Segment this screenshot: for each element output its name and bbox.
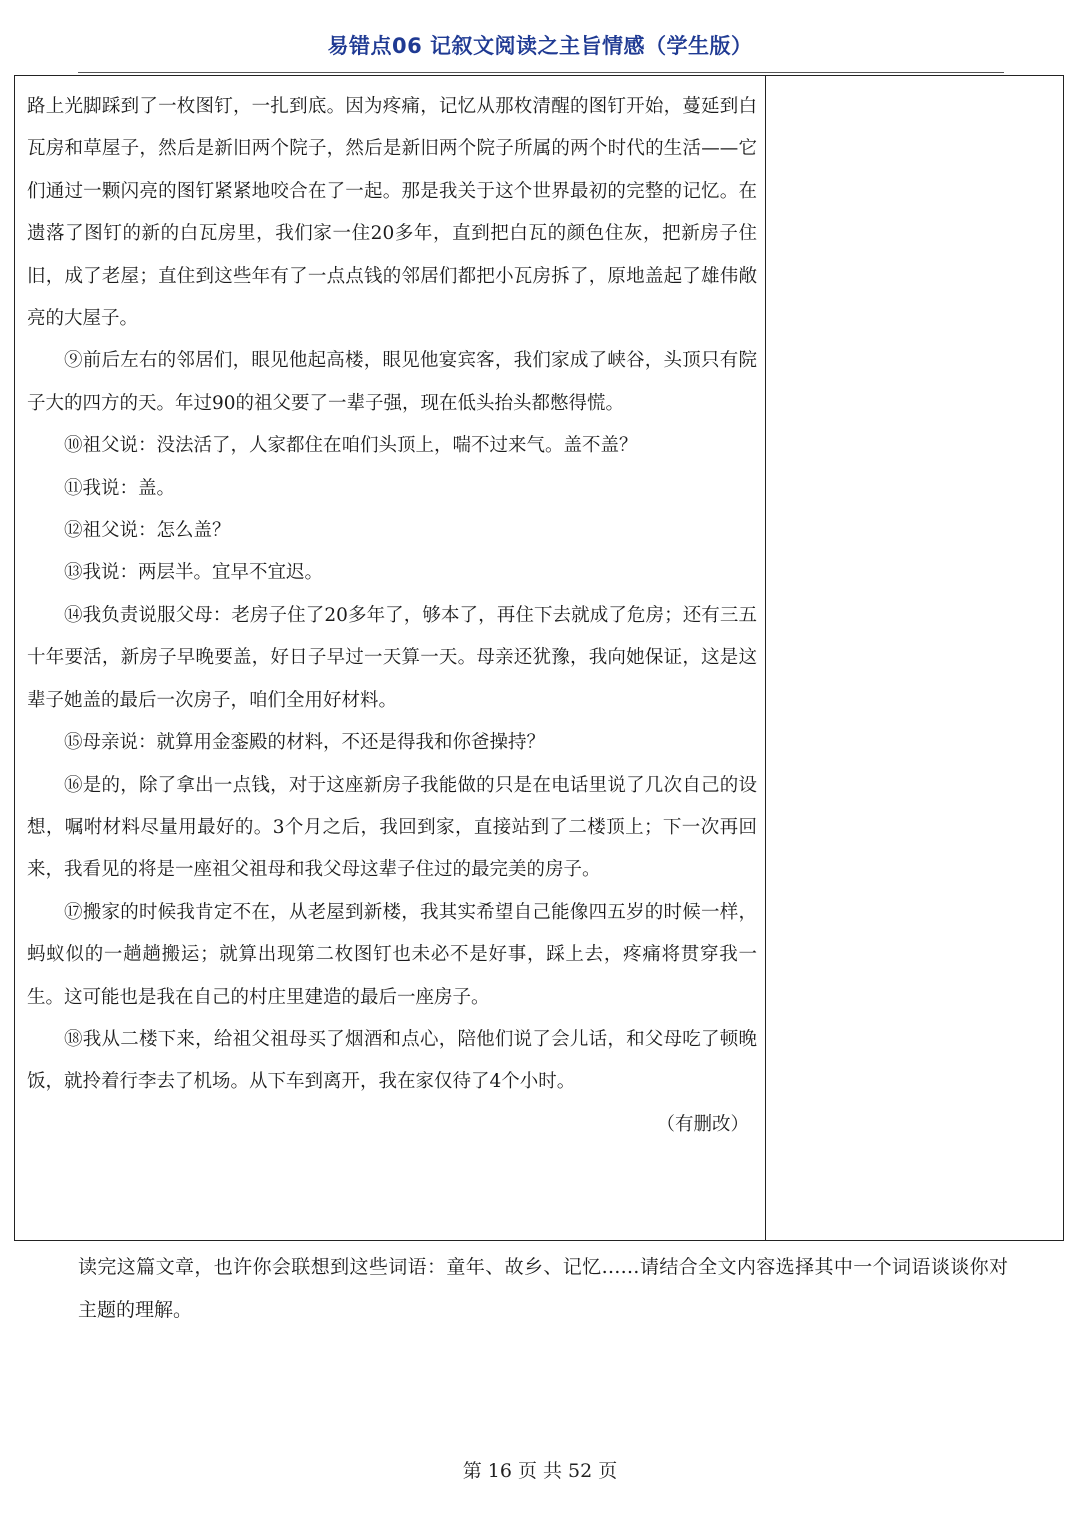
article-paragraph: ⑱我从二楼下来，给祖父祖母买了烟酒和点心，陪他们说了会儿话，和父母吃了顿晚饭，就拎着行李去了机场。从下车到离开，我在家仅待了4个小时。	[27, 1028, 757, 1093]
header-rule	[78, 72, 1004, 73]
table-column-divider	[765, 75, 766, 1241]
article-paragraph: ⑮母亲说：就算用金銮殿的材料，不还是得我和你爸操持？	[64, 732, 546, 754]
page-header-title: 易错点06 记叙文阅读之主旨情感（学生版）	[327, 34, 753, 58]
article-paragraph: ⑩祖父说：没法活了，人家都住在咱们头顶上，喘不过来气。盖不盖？	[64, 435, 638, 457]
article-paragraph: ⑭我负责说服父母：老房子住了20多年了，够本了，再住下去就成了危房；还有三五十年要活，新房子早晚要盖，好日子早过一天算一天。母亲还犹豫，我向她保证，这是这辈子她盖的最后一次房子，咱们全用好材料。	[27, 604, 757, 711]
article-paragraph: ⑯是的，除了拿出一点钱，对于这座新房子我能做的只是在电话里说了几次自己的设想，嘱咐材料尽量用最好的。3个月之后，我回到家，直接站到了二楼顶上；下一次再回来，我看见的将是一座祖父祖母和我父母这辈子住过的最完美的房子。	[27, 774, 757, 881]
article-paragraph: ⑬我说：两层半。宜早不宜迟。	[64, 562, 324, 584]
article-paragraph: ⑪我说：盖。	[64, 477, 176, 499]
article-paragraph: ⑫祖父说：怎么盖？	[64, 520, 231, 542]
article-paragraph: ⑨前后左右的邻居们，眼见他起高楼，眼见他宴宾客，我们家成了峡谷，头顶只有院子大的四方的天。年过90的祖父要了一辈子强，现在低头抬头都憋得慌。	[27, 350, 757, 414]
article-paragraph: ⑰搬家的时候我肯定不在，从老屋到新楼，我其实希望自己能像四五岁的时候一样，蚂蚁似的一趟趟搬运；就算出现第二枚图钉也未必不是好事，踩上去，疼痛将贯穿我一生。这可能也是我在自己的村庄里建造的最后一座房子。	[27, 901, 757, 1008]
question-text: 读完这篇文章，也许你会联想到这些词语：童年、故乡、记忆……请结合全文内容选择其中一个词语谈谈你对主题的理解。	[78, 1256, 1008, 1321]
source-note: （有删改）	[656, 1113, 749, 1135]
article-text	[27, 86, 757, 1146]
article-paragraph: 路上光脚踩到了一枚图钉，一扎到底。因为疼痛，记忆从那枚清醒的图钉开始，蔓延到白瓦房和草屋子，然后是新旧两个院子，然后是新旧两个院子所属的两个时代的生活——它们通过一颗闪亮的图钉紧紧地咬合在了一起。那是我关于这个世界最初的完整的记忆。在遗落了图钉的新的白瓦房里，我们家一住20多年，直到把白瓦的颜色住灰，把新房子住旧，成了老屋；直住到这些年有了一点点钱的邻居们都把小瓦房拆了，原地盖起了雄伟敞亮的大屋子。	[27, 96, 757, 330]
question-block	[78, 1246, 1008, 1332]
page-number: 第 16 页 共 52 页	[462, 1460, 618, 1482]
